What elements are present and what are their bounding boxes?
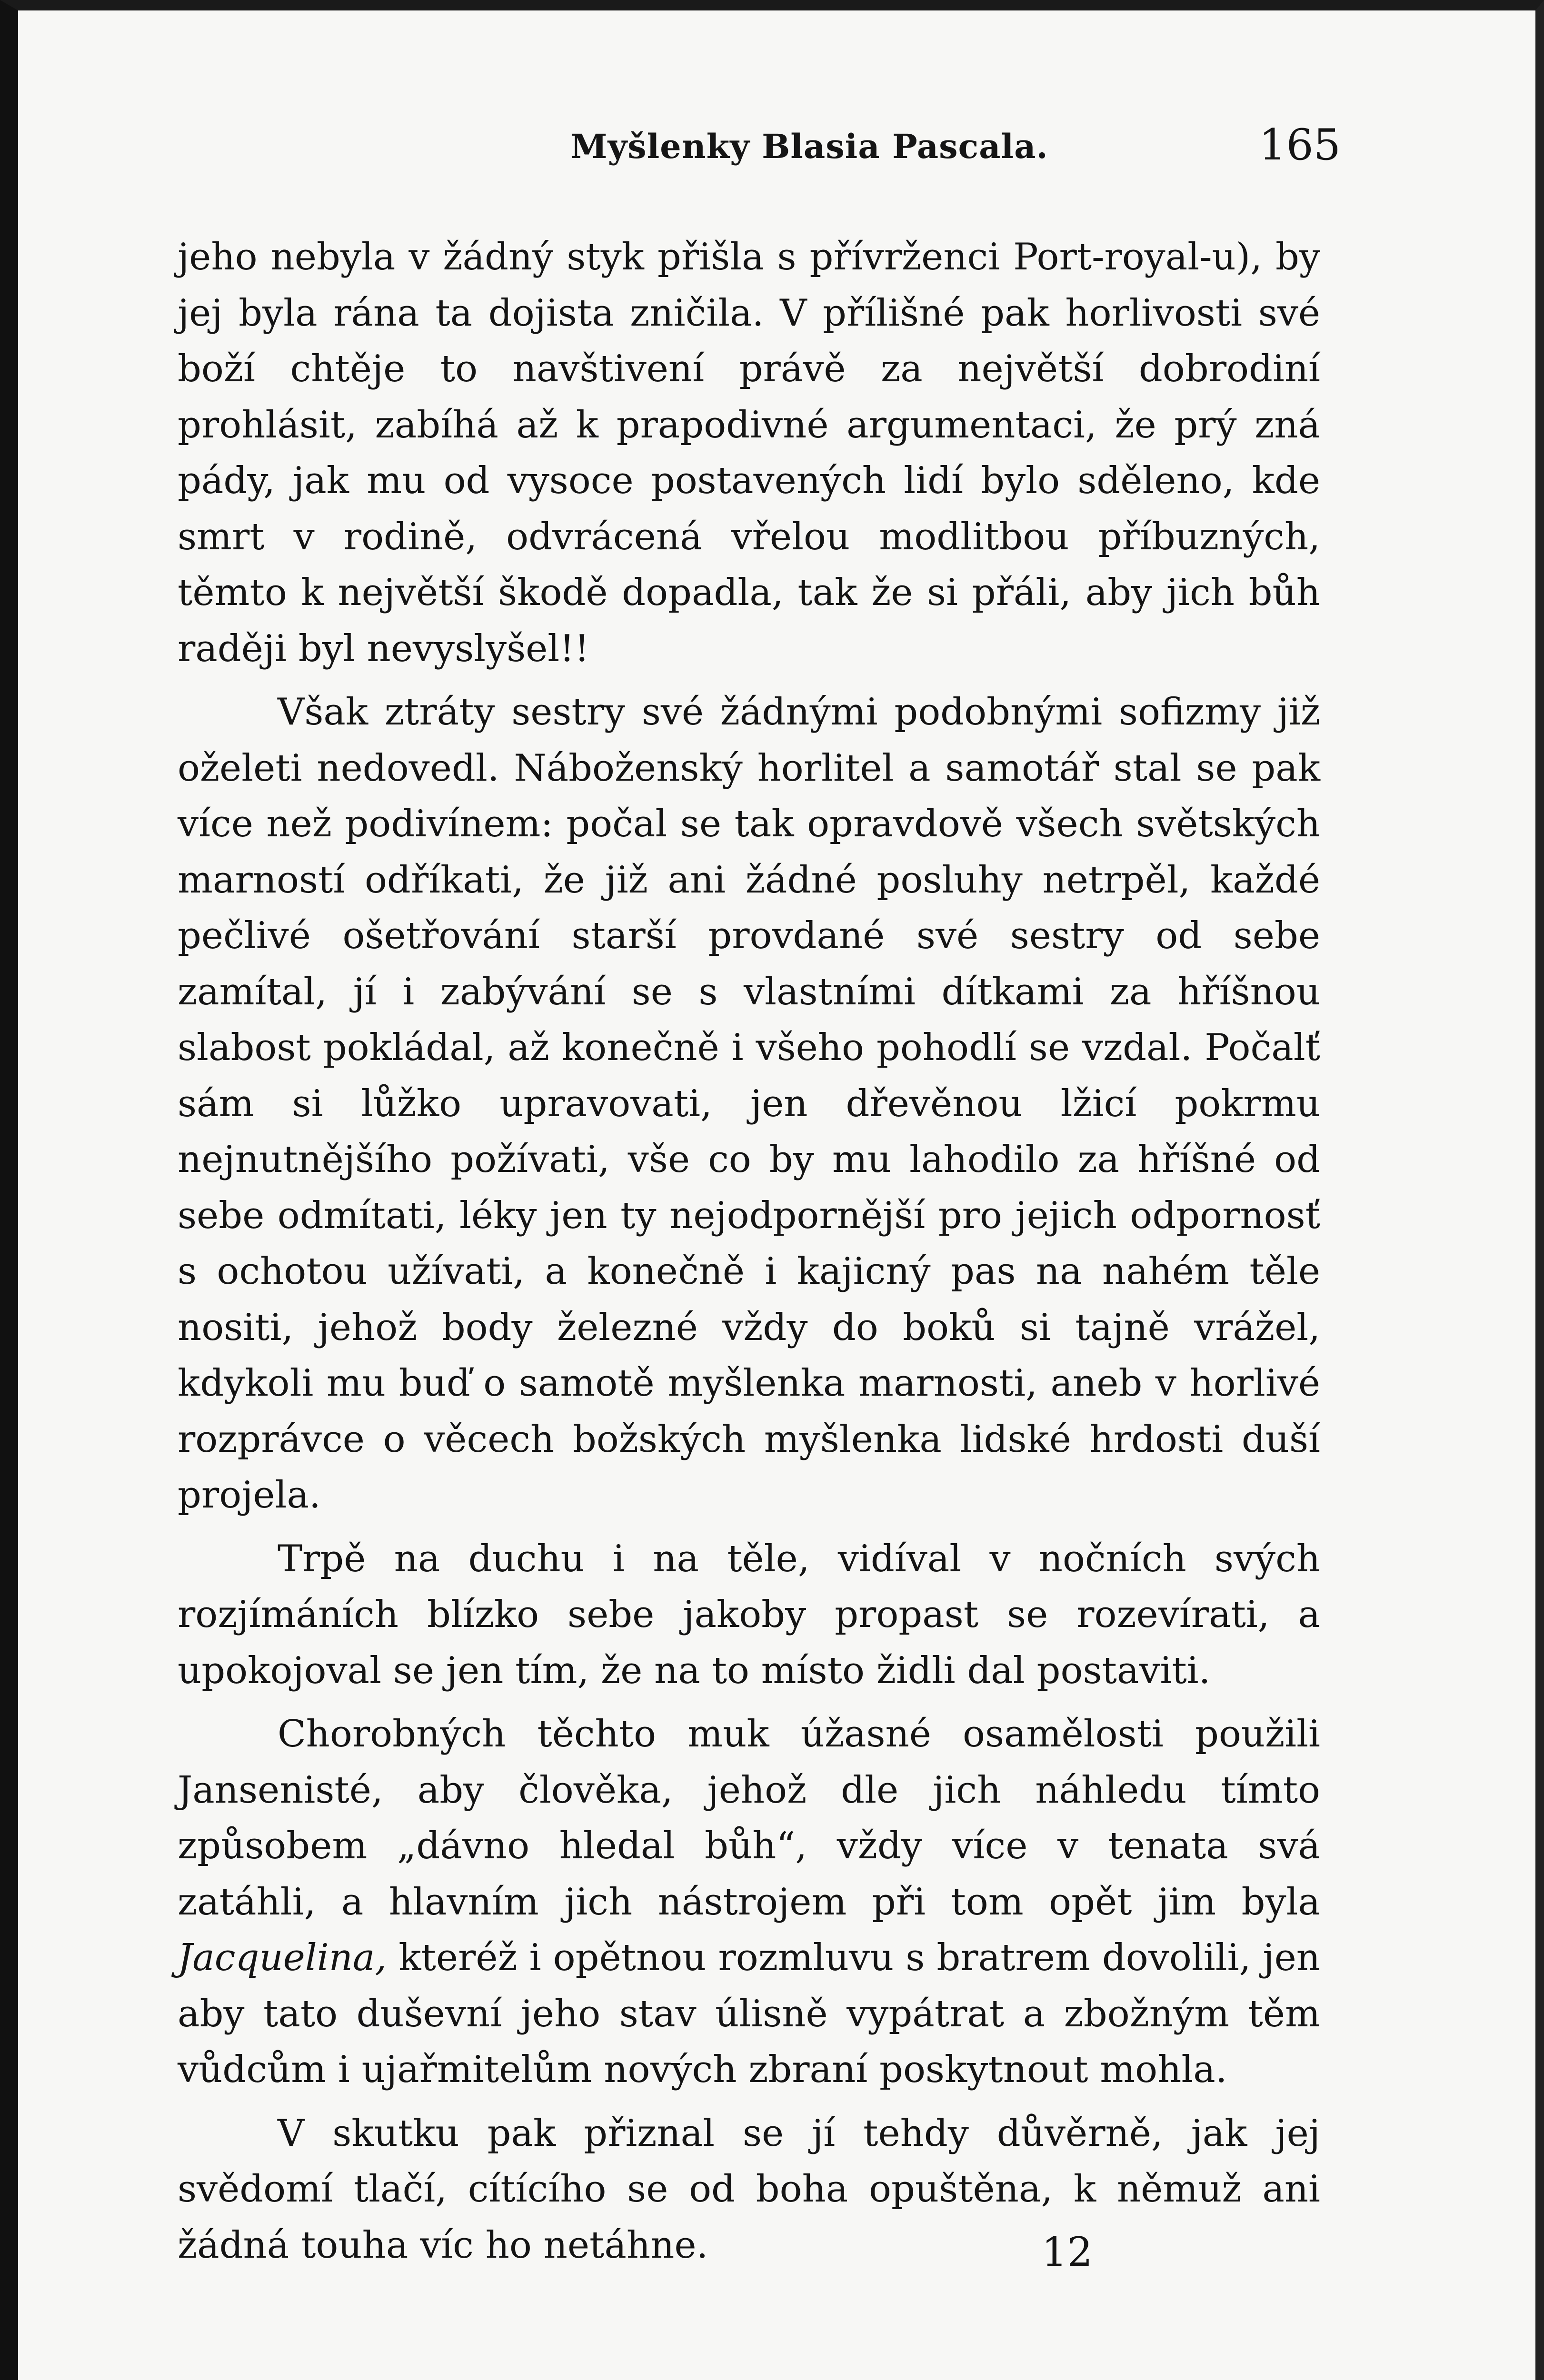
paragraph-4-text-after: kteréž i opětnou rozmluvu s bratrem dovolili, jen aby tato duševní jeho stav úlisně vypátrat a zbožným těm vůdcům i ujařmitelům nových zbraní poskytnout mohla. <box>178 1936 1320 2091</box>
paragraph-4 <box>178 1706 1320 2098</box>
paragraph-2: Však ztráty sestry své žádnými podobnými sofizmy již oželeti nedovedl. Náboženský horlitel a samotář stal se pak více než podivínem: počal se tak opravdově všech světských marností odříkati, že již ani žádné posluhy netrpěl, každé pečlivé ošetřování starší provdané své sestry od sebe zamítal, jí i zabývání se s vlastními dítkami za hříšnou slabost pokládal, až konečně i všeho pohodlí se vzdal. Počalť sám si lůžko upravovati, jen dřevěnou lžicí pokrmu nejnutnějšího požívati, vše co by mu lahodilo za hříšné od sebe odmítati, léky jen ty nejodpornější pro jejich odpornosť s ochotou užívati, a konečně i kajicný pas na nahém těle nositi, jehož body železné vždy do boků si tajně vrážel, kdykoli mu buď o samotě myšlenka marnosti, aneb v horlivé rozprávce o věcech božských myšlenka lidské hrdosti duší projela. <box>178 691 1320 1517</box>
body-text <box>178 229 1320 2273</box>
signature-mark: 12 <box>1042 2229 1093 2275</box>
paragraph-3: Trpě na duchu i na těle, vidíval v nočních svých rozjímáních blízko sebe jakoby propast se rozevírati, a upokojoval se jen tím, že na to místo židli dal postaviti. <box>178 1537 1320 1692</box>
paragraph-5: V skutku pak přiznal se jí tehdy důvěrně, jak jej svědomí tlačí, cítícího se od boha opuštěna, k němuž ani žádná touha víc ho netáhne. <box>178 2112 1320 2267</box>
page-number: 165 <box>1259 120 1341 170</box>
paragraph-1: jeho nebyla v žádný styk přišla s přívrženci Port-royal-u), by jej byla rána ta dojista zničila. V přílišné pak horlivosti své boží chtěje to navštivení právě za největší dobrodiní prohlásit, zabíhá až k prapodivné argumentaci, že prý zná pády, jak mu od vysoce postavených lidí bylo sděleno, kde smrt v rodině, odvrácená vřelou modlitbou příbuzných, těmto k největší škodě dopadla, tak že si přáli, aby jich bůh raději byl nevyslyšel!! <box>178 236 1320 670</box>
running-title: Myšlenky Blasia Pascala. <box>570 127 1048 166</box>
italic-name-jacquelina: Jacquelina, <box>178 1936 387 1979</box>
paragraph-4-text-before: Chorobných těchto muk úžasné osamělosti použili Jansenisté, aby člověka, jehož dle jich náhledu tímto způsobem „dávno hledal bůh“, vždy více v tenata svá zatáhli, a hlavním jich nástrojem při tom opět jim byla <box>178 1713 1320 1924</box>
page-header <box>180 120 1341 215</box>
